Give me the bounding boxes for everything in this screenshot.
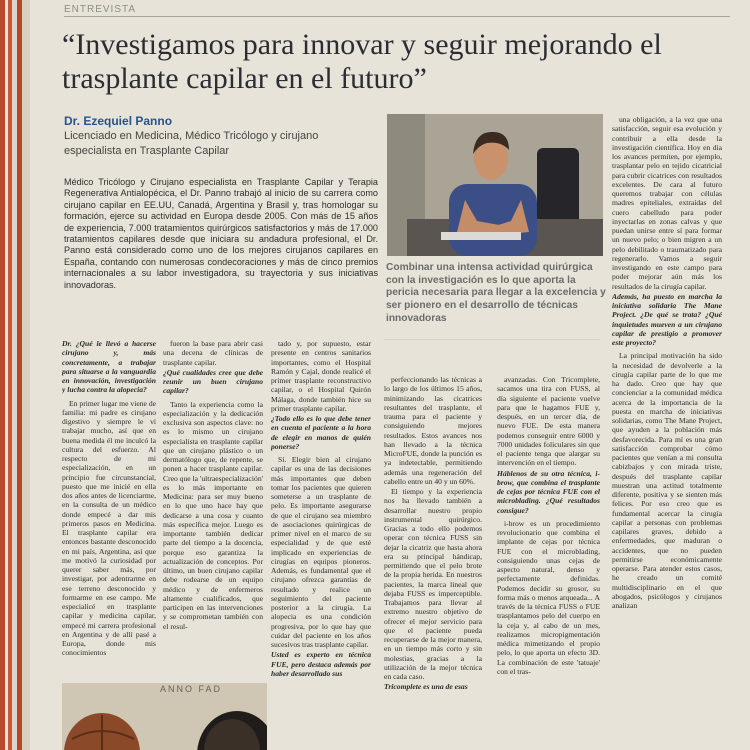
text-column-6 — [612, 115, 722, 743]
intro-paragraph: Médico Tricólogo y Cirujano especialista en Trasplante Capilar y Terapia Regenerativa Antialopécica, el Dr. Panno trabajó al inicio de su carrera como cirujano capilar en EE.UU, Canadá, Argentina y Brasil y, tras homologar su formación, ejerce su actividad en Europa desde 2005. Con más de 15 años de experiencia, 7.000 tratamientos quirúrgicos satisfactorios y más de 17.000 tratamientos capilares desde que iniciara su andadura profesional, el Dr. Panno está considerado como uno de los mejores cirujanos capilares en España, contando con numerosas condecoraciones y más de cinco premios internacionales a su labor investigadora, su trayectoria y sus iniciativas innovadoras. — [64, 177, 378, 290]
question-1: Dr. ¿Qué le llevó a hacerse cirujano y, más concretamente, a trabajar para situarse a la vanguardia en innovación, investigación y lucha contra la alopecia? — [62, 339, 156, 395]
answer-2-part-2: tado y, por supuesto, estar presente en centros sanitarios importantes, como el Hospital Ramón y Cajal, donde realicé el primer trasplante reconstructivo capilar, o el Hospital Quirón Málaga, donde también hice su primer trasplante capilar. — [271, 339, 371, 413]
question-5: Tricomplete es una de esas — [384, 682, 468, 692]
doctor-name: Dr. Ezequiel Panno — [64, 114, 173, 128]
answer-4-part-1: perfeccionando las técnicas a lo largo de los últimos 15 años, minimizando las cicatrices resultantes del trasplante, el trauma para el paciente y consiguiendo mejores resultados. Estos avances nos han llevado a la técnica MicroFUE, donde la punción es ya indetectable, permitiendo además una regeneración del cabello entre un 40 y un 60%. — [384, 375, 482, 486]
answer-1-part-1: En primer lugar me viene de familia: mi padre es cirujano digestivo y siempre le vi trabajar mucho, así que en buena medida él me inculcó la cultura del esfuerzo. Al respecto de mi especialización, en un principio fue circunstancial, puesto que me inicié en ella dos años antes de licenciarme, en la consulta de un médico donde empecé a dar mis primeros pasos en Medicina. El trasplante capilar era entonces bastante desconocido en mi país, Argentina, así que me motivó la curiosidad por querer saber más, por investigar, por adentrarme en ese terreno desconocido y formarme en ese campo. Me especialicé en trasplante capilar y medicina capilar, empecé mi carrera profesional en Argentina y de allí pasé a Europa, donde mis conocimientos — [62, 398, 156, 658]
answer-6-part-1: i-brow es un procedimiento revolucionario que combina el implante de cejas por técnica FUE con el microblading, consiguiendo unas cejas de aspecto natural, denso y perfectamente definidas. Podemos decidir su grosor, su forma más o menos arqueada... A través de la técnica FUSS o FUE trasplantamos pelo del cuerpo en la ceja y, al cabo de un mes, realizamos micropigmentación médica mimetizando el propio pelo, lo que aporta un efecto 3D. La combinación de este 'tatuaje' con el tras- — [497, 518, 600, 676]
headline: “Investigamos para innovar y seguir mejorando el trasplante capilar en el futuro” — [62, 28, 662, 95]
answer-2-part-1: Tanto la experiencia como la especialización y la dedicación exclusiva son aspectos clave: no es lo mismo un cirujano especialista en trasplante capilar que un cirujano plástico o un dermatólogo que, de repente, se ponen a hacer trasplante capilar. Creo que la 'ultraespecialización' es lo más importante en Medicina: para ser muy bueno en lo que uno hace hay que dedicarse a una cosa y cuanto más específica mejor. Luego es importante también dedicar parte del tiempo a la docencia, porque eso garantiza la actualización de conceptos. Por último, un buen cirujano capilar debe rodearse de un equipo médico y de enfermeros altamente cualificados, que participen en las intervenciones y se comprometan también con el resul- — [163, 399, 263, 631]
text-column-2 — [163, 339, 263, 683]
portrait-photo — [387, 114, 603, 256]
question-3: ¿Todo ello es lo que debe tener en cuenta el paciente a la hora de elegir en manos de quién ponerse? — [271, 414, 371, 451]
doctor-credentials: Licenciado en Medicina, Médico Tricólogo y cirujano especialista en Trasplante Capilar — [64, 130, 319, 157]
answer-6-part-2: una obligación, a la vez que una satisfacción, seguir esa evolución y contribuir a ella desde la investigación científica. Hoy en día los avances permiten, por ejemplo, trasplantar pelo en tejido cicatricial para cubrir cicatrices con resultados excelentes. De cara al futuro queremos trabajar con células madres epiteliales, extraídas del cuero cabelludo para poder inyectarlas en zonas calvas y que puedan unirse entre sí para formar un nuevo pelo; o bien migren a un pelo debilitado o traumatizado para regenerarlo. Vamos a seguir investigando en este campo para poder mejorar aún más los resultados de la cirugía capilar. — [612, 115, 722, 291]
question-2: ¿Qué cualidades cree que debe reunir un buen cirujano capilar? — [163, 367, 263, 396]
text-column-5 — [497, 375, 600, 743]
photo-caption: Combinar una intensa actividad quirúrgica con la investigación es lo que aporta la pericia necesaria para llegar a la excelencia y ser pionero en el desarrollo de técnicas innovadoras — [386, 262, 606, 324]
question-7: Además, ha puesto en marcha la iniciativa solidaria The Mane Project. ¿De qué se trata? ¿Qué inquietudes mueven a un cirujano capilar de prestigio a promover este proyecto? — [612, 291, 722, 347]
question-6: Háblenos de su otra técnica, i-brow, que combina el trasplante de cejas por técnica FUE con el microblading. ¿Qué resultados consigue? — [497, 468, 600, 515]
text-column-3 — [271, 339, 371, 715]
answer-5: avanzadas. Con Tricomplete, sacamos una tira con FUSS, al día siguiente el paciente vuelve para que le hagamos FUE y, después, en un tercer día, de nuevo FUE. De esta manera podemos conseguir entre 6000 y 7000 unidades foliculares sin que el paciente tenga que alargar su intervención en el tiempo. — [497, 375, 600, 468]
answer-7: La principal motivación ha sido la necesidad de devolverle a la cirugía capilar parte de lo que me ha dado. Creo que hay que concienciar a la comunidad médica acerca de la importancia de la puesta en marcha de iniciativas solidarias, como The Mane Project, que ayuden a la población más desfavorecida. Para mí es una gran satisfacción comprobar cómo pacientes que venían a mi consulta cabizbajos y con mirada triste, después del trasplante capilar muestran una actitud totalmente diferente, positiva y se sienten más felices. Por eso creo que es fundamental acercar la cirugía capilar a personas con problemas capilares graves, debido a enfermedades, que maduran o accidentes, que no pueden permitirse económicamente operarse. Para atender estos casos, he creado un comité multidisciplinario en el que abogados, psicólogos y cirujanos analizan — [612, 351, 722, 610]
vintage-photo — [62, 683, 267, 750]
answer-3: Sí. Elegir bien al cirujano capilar es una de las decisiones más importantes que deben tomar los pacientes que quieren someterse a un trasplante de pelo. Es importante asegurarse de que el cirujano sea miembro de asociaciones quirúrgicas de primer nivel en el marco de su especialidad y de que esté implicado en experiencias de cirugías en equipos pioneros. Además, es fundamental que el cirujano ofrezca garantías de resultado y realice un seguimiento del paciente posterior a la cirugía. La alopecia es una condición progresiva, por lo que hay que cuidar del paciente en los años sucesivos tras trasplante capilar. — [271, 455, 371, 649]
page-binding-edge — [0, 0, 30, 750]
portrait-photo-drawing — [387, 114, 603, 256]
section-label: ENTREVISTA — [64, 4, 137, 15]
top-rule — [64, 16, 730, 17]
text-column-4 — [384, 375, 482, 743]
column-divider — [384, 339, 600, 340]
vintage-photo-text: ANNO FAD — [160, 684, 223, 694]
answer-1-part-2: fueron la base para abrir casi una decena de clínicas de trasplante capilar. — [163, 339, 263, 367]
answer-4-part-2: El tiempo y la experiencia nos ha llevado también a desarrollar nuestro propio instrumental quirúrgico. Gracias a todo ello podemos operar con técnica FUSS sin dejar la cicatriz que hasta ahora era su principal hándicap, permitiendo que el pelo brote de la propia herida. En nuestros pacientes, la marca lineal que dejaba FUSS es imperceptible. Trabajamos para llevar al extremo nuestro objetivo de ofrecer el mejor servicio para que el paciente pueda recuperarse de la mejor manera, en un tiempo más corto y sin molestias, gracias a la utilización de la mejor técnica en cada caso. — [384, 487, 482, 681]
question-4: Usted es experto en técnica FUE, pero destaca además por haber desarrollado sus — [271, 650, 371, 678]
